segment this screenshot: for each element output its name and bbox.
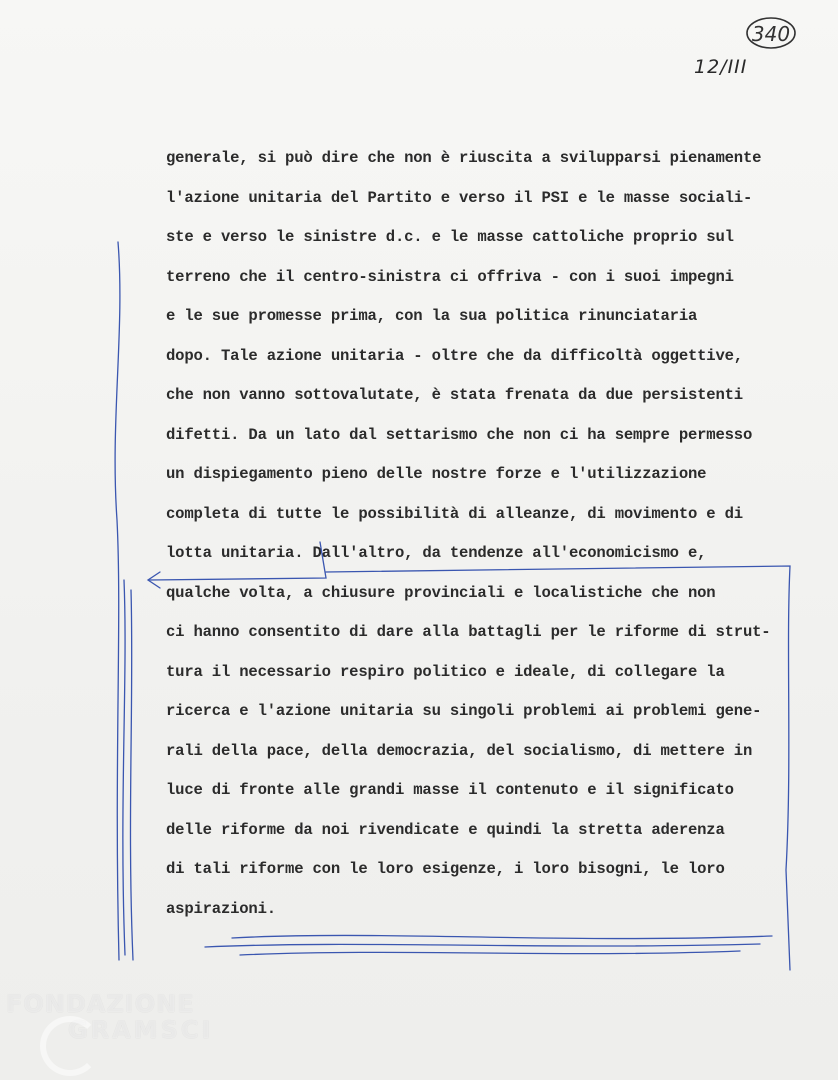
- text-line: dopo. Tale azione unitaria - oltre che da difficoltà oggettive,: [166, 346, 743, 365]
- text-line: terreno che il centro-sinistra ci offriva - con i suoi impegni: [166, 267, 734, 286]
- page-number: 340: [751, 22, 791, 46]
- text-line: difetti. Da un lato dal settarismo che non ci ha sempre permesso: [166, 425, 753, 444]
- folio-mark: 12/III: [694, 56, 748, 78]
- text-line: rali della pace, della democrazia, del socialismo, di mettere in: [166, 741, 753, 760]
- margin-bracket-line: [130, 590, 133, 960]
- text-line: l'azione unitaria del Partito e verso il PSI e le masse sociali-: [166, 188, 753, 207]
- closing-underline: [205, 944, 760, 947]
- text-line: completa di tutte le possibilità di alleanze, di movimento e di: [166, 504, 743, 523]
- text-line: di tali riforme con le loro esigenze, i loro bisogni, le loro: [166, 860, 725, 878]
- text-line: che non vanno sottovalutate, è stata frenata da due persistenti: [166, 386, 743, 404]
- watermark-line1: FONDAZIONE: [6, 990, 195, 1018]
- text-line: e le sue promesse prima, con la sua politica rinunciataria: [166, 307, 698, 325]
- closing-underline: [232, 935, 772, 938]
- closing-underline: [240, 951, 740, 955]
- text-line: ste e verso le sinistre d.c. e le masse cattoliche proprio sul: [166, 228, 734, 246]
- text-line: qualche volta, a chiusure provinciali e localistiche che non: [166, 583, 716, 602]
- foundation-watermark: [6, 990, 214, 1070]
- text-line: aspirazioni.: [166, 899, 276, 918]
- text-line: generale, si può dire che non è riuscita a svilupparsi pienamente: [166, 149, 762, 167]
- text-line: ci hanno consentito di dare alla battagli per le riforme di strut-: [166, 623, 771, 641]
- text-line: un dispiegamento pieno delle nostre forze e l'utilizzazione: [166, 465, 707, 483]
- margin-bracket-line: [115, 242, 120, 960]
- text-line: lotta unitaria. Dall'altro, da tendenze all'economicismo e,: [166, 544, 707, 562]
- text-line: luce di fronte alle grandi masse il contenuto e il significato: [166, 781, 734, 799]
- text-line: ricerca e l'azione unitaria su singoli problemi ai problemi gene-: [166, 702, 762, 720]
- margin-bracket-line: [123, 580, 125, 955]
- watermark-logo-icon: [40, 1016, 100, 1076]
- arrow-head: [148, 572, 160, 588]
- watermark-line2: GRAMSCI: [68, 1016, 214, 1044]
- typed-text-body: [166, 143, 806, 933]
- text-line: tura il necessario respiro politico e ideale, di collegare la: [166, 662, 725, 681]
- text-line: delle riforme da noi rivendicate e quindi la stretta aderenza: [166, 820, 725, 839]
